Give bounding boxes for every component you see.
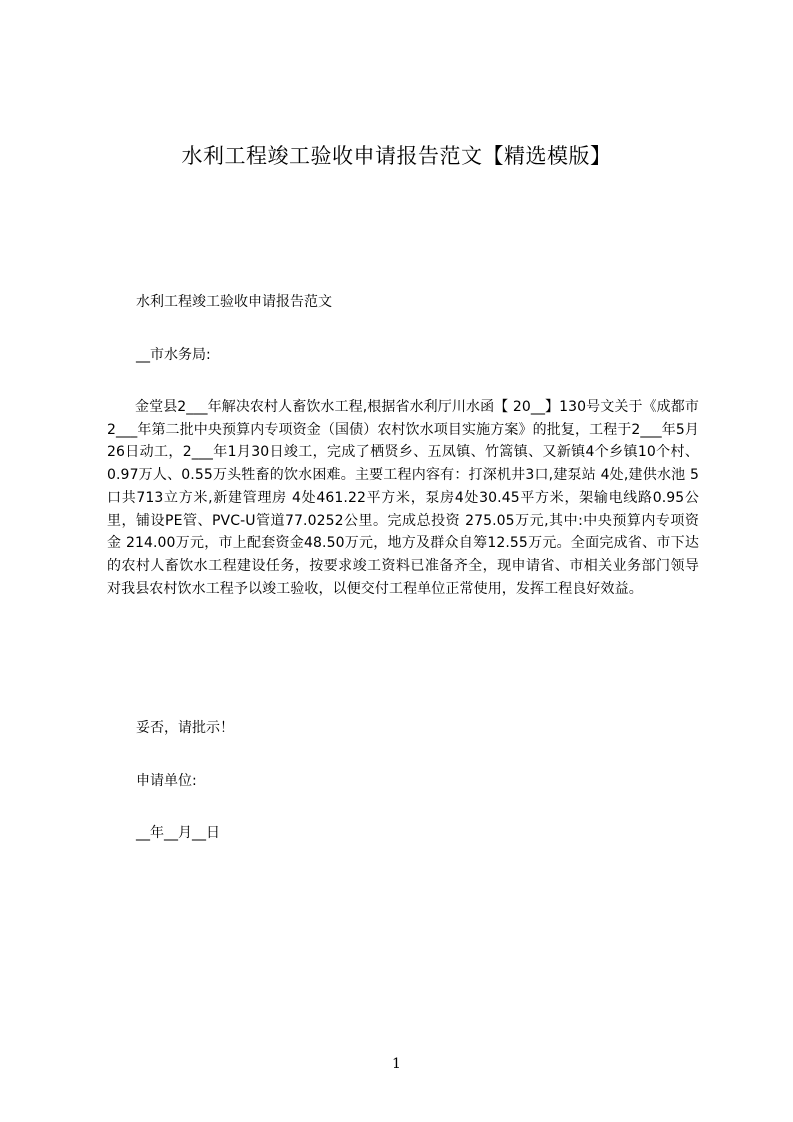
document-title: 水利工程竣工验收申请报告范文【精选模版】 xyxy=(181,144,612,168)
closing-line: 妥否，请批示！ xyxy=(136,720,234,736)
document-subtitle: 水利工程竣工验收申请报告范文 xyxy=(136,294,332,310)
page-number: 1 xyxy=(392,1056,401,1072)
applicant-label: 申请单位: xyxy=(136,773,197,789)
date-line: __年__月__日 xyxy=(136,825,220,841)
addressee-line: __市水务局: xyxy=(136,347,211,363)
body-paragraph: 金堂县2___年解决农村人畜饮水工程,根据省水利厅川水函【 20__】130号文关于《成都市2___年第二批中央预算内专项资金（国债）农村饮水项目实施方案》的批复，工程于2___年5月26日动工，2___年1月30日竣工，完成了栖贤乡、五凤镇、竹篙镇、又新镇4个乡镇10个村、0.97万人、0.55万头牲畜的饮水困难。主要工程内容有：打深机井3口,建泵站 4处,建供水池 5口共713立方米,新建管理房 4处461.22平方米，泵房4处30.45平方米，架输电线路0.95公里，铺设PE管、PVC-U管道77.0252公里。完成总投资 275.05万元,其中:中央预算内专项资金 214.00万元，市上配套资金48.50万元，地方及群众自筹12.55万元。全面完成省、市下达的农村人畜饮水工程建设任务，按要求竣工资料已准备齐全，现申请省、市相关业务部门领导对我县农村饮水工程予以竣工验收，以便交付工程单位正常使用，发挥工程良好效益。 xyxy=(107,399,699,597)
